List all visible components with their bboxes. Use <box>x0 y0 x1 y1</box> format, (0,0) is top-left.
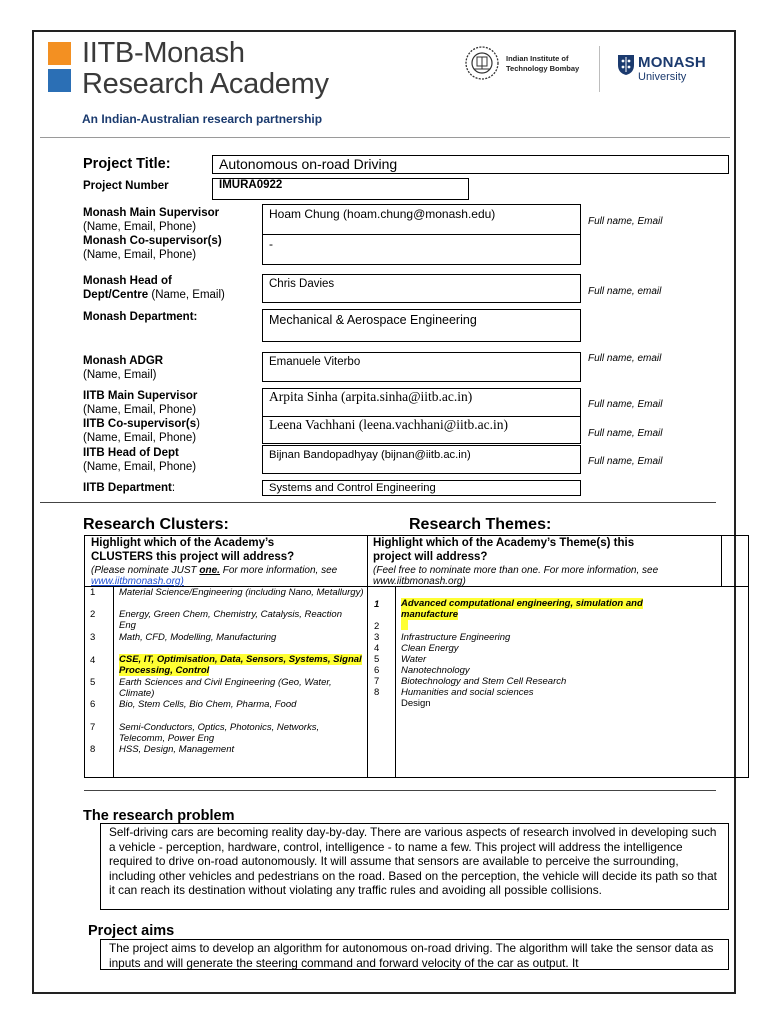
clusters-heading-line1: Highlight which of the Academy’s <box>91 537 275 549</box>
theme-item[interactable]: Humanities and social sciences <box>401 687 534 698</box>
theme-num: 4 <box>374 643 380 654</box>
logo-title-line2: Research Academy <box>82 68 329 100</box>
cluster-num: 2 <box>90 609 96 620</box>
monash-name: MONASH <box>638 54 706 71</box>
themes-heading-line2: project will address? <box>373 551 488 563</box>
theme-item-blank-highlight <box>401 620 408 630</box>
hint-monash-supervisor: Full name, Email <box>588 216 663 227</box>
hint-iitb-head: Full name, Email <box>588 456 663 467</box>
cluster-item[interactable]: HSS, Design, Management <box>119 744 235 755</box>
iitb-co-supervisor-title: IITB Co-supervisor(s <box>83 418 197 430</box>
iitb-main-supervisor-label <box>83 389 197 417</box>
project-aims-title: Project aims <box>88 923 175 939</box>
cluster-item[interactable]: Energy, Green Chem, Chemistry, Catalysis, Reaction Eng <box>119 609 342 631</box>
cluster-item[interactable]: Material Science/Engineering (including Nano, Metallurgy) <box>119 587 364 598</box>
monash-adgr-sub: (Name, Email) <box>83 369 157 381</box>
research-problem-title: The research problem <box>83 808 235 824</box>
iitb-co-supervisor-sub: (Name, Email, Phone) <box>83 432 197 444</box>
iitb-co-supervisor-label <box>83 417 200 445</box>
theme-num: 6 <box>374 665 380 676</box>
theme-num-col-divider <box>395 586 396 777</box>
hint-monash-adgr: Full name, email <box>588 353 662 364</box>
monash-head-title-1: Monash Head of <box>83 275 172 287</box>
monash-co-supervisor-title: Monash Co-supervisor(s) <box>83 235 222 247</box>
monash-head-label <box>83 274 225 302</box>
table-col-divider <box>367 536 368 777</box>
monash-main-supervisor-field[interactable]: Hoam Chung (hoam.chung@monash.edu) <box>262 204 581 235</box>
iitb-head-title: IITB Head of Dept <box>83 447 179 459</box>
monash-head-field[interactable]: Chris Davies <box>262 274 581 303</box>
theme-num: 5 <box>374 654 380 665</box>
themes-section-title: Research Themes: <box>409 516 552 533</box>
clusters-heading-line2: CLUSTERS this project will address? <box>91 551 295 563</box>
iitb-head-field[interactable]: Bijnan Bandopadhyay (bijnan@iitb.ac.in) <box>262 445 581 474</box>
clusters-note-c: For more information, see <box>219 565 338 576</box>
cluster-num: 5 <box>90 677 96 688</box>
clusters-note-link-wrap <box>91 576 184 587</box>
monash-co-supervisor-label <box>83 234 222 262</box>
theme-item[interactable]: Biotechnology and Stem Cell Research <box>401 676 567 687</box>
monash-main-supervisor-label <box>83 206 219 234</box>
monash-head-sub: (Name, Email) <box>151 289 225 301</box>
clusters-note-one: one. <box>199 565 220 576</box>
cluster-num: 4 <box>90 655 96 666</box>
monash-shield-icon <box>617 54 635 76</box>
cluster-item[interactable]: Semi-Conductors, Optics, Photonics, Networks, Telecomm, Power Eng <box>119 722 320 744</box>
monash-adgr-title: Monash ADGR <box>83 355 164 367</box>
theme-num: 3 <box>374 632 380 643</box>
theme-num: 2 <box>374 621 380 632</box>
hint-iitb-co-supervisor: Full name, Email <box>588 428 663 439</box>
theme-item-design[interactable]: Design <box>401 698 431 709</box>
clusters-note <box>91 565 337 576</box>
cluster-num: 8 <box>90 744 96 755</box>
monash-co-supervisor-sub: (Name, Email, Phone) <box>83 249 197 261</box>
theme-num: 1 <box>374 599 380 610</box>
theme-num: 8 <box>374 687 380 698</box>
project-title-field[interactable]: Autonomous on-road Driving <box>212 155 729 174</box>
themes-note-line1: (Feel free to nominate more than one. For more information, see <box>373 565 659 576</box>
monash-subtitle: University <box>638 71 687 83</box>
monash-dept-label: Monash Department: <box>83 311 198 323</box>
monash-main-supervisor-sub: (Name, Email, Phone) <box>83 221 197 233</box>
cluster-item[interactable]: Earth Sciences and Civil Engineering (Geo, Water, Climate) <box>119 677 332 699</box>
monash-main-supervisor-title: Monash Main Supervisor <box>83 207 220 219</box>
hint-iitb-main-supervisor: Full name, Email <box>588 399 663 410</box>
theme-item[interactable]: Water <box>401 654 427 665</box>
clusters-note-a: (Please nominate JUST <box>91 565 200 576</box>
iitb-dept-field[interactable]: Systems and Control Engineering <box>262 480 581 496</box>
cluster-item[interactable]: Math, CFD, Modelling, Manufacturing <box>119 632 277 643</box>
logo-square-blue <box>48 69 71 92</box>
clusters-section-title: Research Clusters: <box>83 516 229 533</box>
monash-dept-field[interactable]: Mechanical & Aerospace Engineering <box>262 309 581 342</box>
logo-separator <box>599 46 600 92</box>
theme-item-selected[interactable] <box>401 598 681 620</box>
iitb-head-label <box>83 446 196 474</box>
form-divider <box>40 502 716 503</box>
theme-item[interactable]: Infrastructure Engineering <box>401 632 511 643</box>
project-title-label: Project Title: <box>83 156 171 172</box>
tagline: An Indian-Australian research partnership <box>82 112 323 126</box>
hint-monash-head: Full name, email <box>588 286 662 297</box>
project-number-label: Project Number <box>83 180 169 192</box>
themes-note-line2: www.iitbmonash.org) <box>373 576 466 587</box>
cluster-num: 6 <box>90 699 96 710</box>
theme-item[interactable]: Clean Energy <box>401 643 459 654</box>
header-divider <box>40 137 730 138</box>
theme-num: 7 <box>374 676 380 687</box>
monash-adgr-label <box>83 354 163 382</box>
cluster-num: 7 <box>90 722 96 733</box>
monash-head-title-2: Dept/Centre <box>83 289 149 301</box>
iitb-co-supervisor-field[interactable]: Leena Vachhani (leena.vachhani@iitb.ac.in) <box>262 416 581 444</box>
iitb-main-supervisor-title: IITB Main Supervisor <box>83 390 198 402</box>
theme-right-divider <box>721 536 722 586</box>
logo-square-orange <box>48 42 71 65</box>
themes-heading-line1: Highlight which of the Academy’s Theme(s) this <box>373 537 635 549</box>
cluster-num-col-divider <box>113 586 114 777</box>
monash-adgr-field[interactable]: Emanuele Viterbo <box>262 352 581 382</box>
project-number-field[interactable]: IMURA0922 <box>212 178 469 200</box>
cluster-num: 1 <box>90 587 96 598</box>
clusters-link[interactable]: www.iitbmonash.org) <box>91 576 184 587</box>
iitb-crest-icon <box>462 44 502 82</box>
cluster-item-selected[interactable] <box>119 654 365 676</box>
monash-co-supervisor-field[interactable]: - <box>262 234 581 265</box>
theme-item[interactable]: Nanotechnology <box>401 665 470 676</box>
iitb-main-supervisor-sub: (Name, Email, Phone) <box>83 404 197 416</box>
iitb-dept-label <box>83 481 175 495</box>
iitb-name: Indian Institute of Technology Bombay <box>506 54 580 73</box>
research-problem-text[interactable]: Self-driving cars are becoming reality day-by-day. There are various aspects of research involved in developing such a vehicle - perception, hardware, control, intelligence - to name a few. This project will address the intelligence required to drive on-road autonomously. It will assume that sensors are available to perceive the surrounding, including other vehicles and pedestrians on the road. Based on the perception, the vehicle will decide its path so that it can reach its destination without violating any traffic rules and avoiding all possible collisions. <box>100 823 729 910</box>
logo-title-line1: IITB-Monash <box>82 37 245 69</box>
cluster-item[interactable]: Bio, Stem Cells, Bio Chem, Pharma, Food <box>119 699 297 710</box>
theme-item-highlight: Advanced computational engineering, simulation and manufacture <box>401 598 643 620</box>
section-divider <box>84 790 716 791</box>
iitb-main-supervisor-field[interactable]: Arpita Sinha (arpita.sinha@iitb.ac.in) <box>262 388 581 417</box>
project-aims-text[interactable]: The project aims to develop an algorithm for autonomous on-road driving. The algorithm will take the sensor data as inputs and will generate the steering command and forward velocity of the car as output. It <box>100 939 729 970</box>
iitb-dept-title: IITB Department <box>83 482 172 494</box>
cluster-item-highlight: CSE, IT, Optimisation, Data, Sensors, Systems, Signal Processing, Control <box>119 654 362 676</box>
iitb-co-supervisor-title-end: ) <box>196 418 200 430</box>
cluster-num: 3 <box>90 632 96 643</box>
iitb-dept-colon: : <box>171 482 176 494</box>
clusters-themes-table <box>84 535 749 778</box>
iitb-head-sub: (Name, Email, Phone) <box>83 461 197 473</box>
